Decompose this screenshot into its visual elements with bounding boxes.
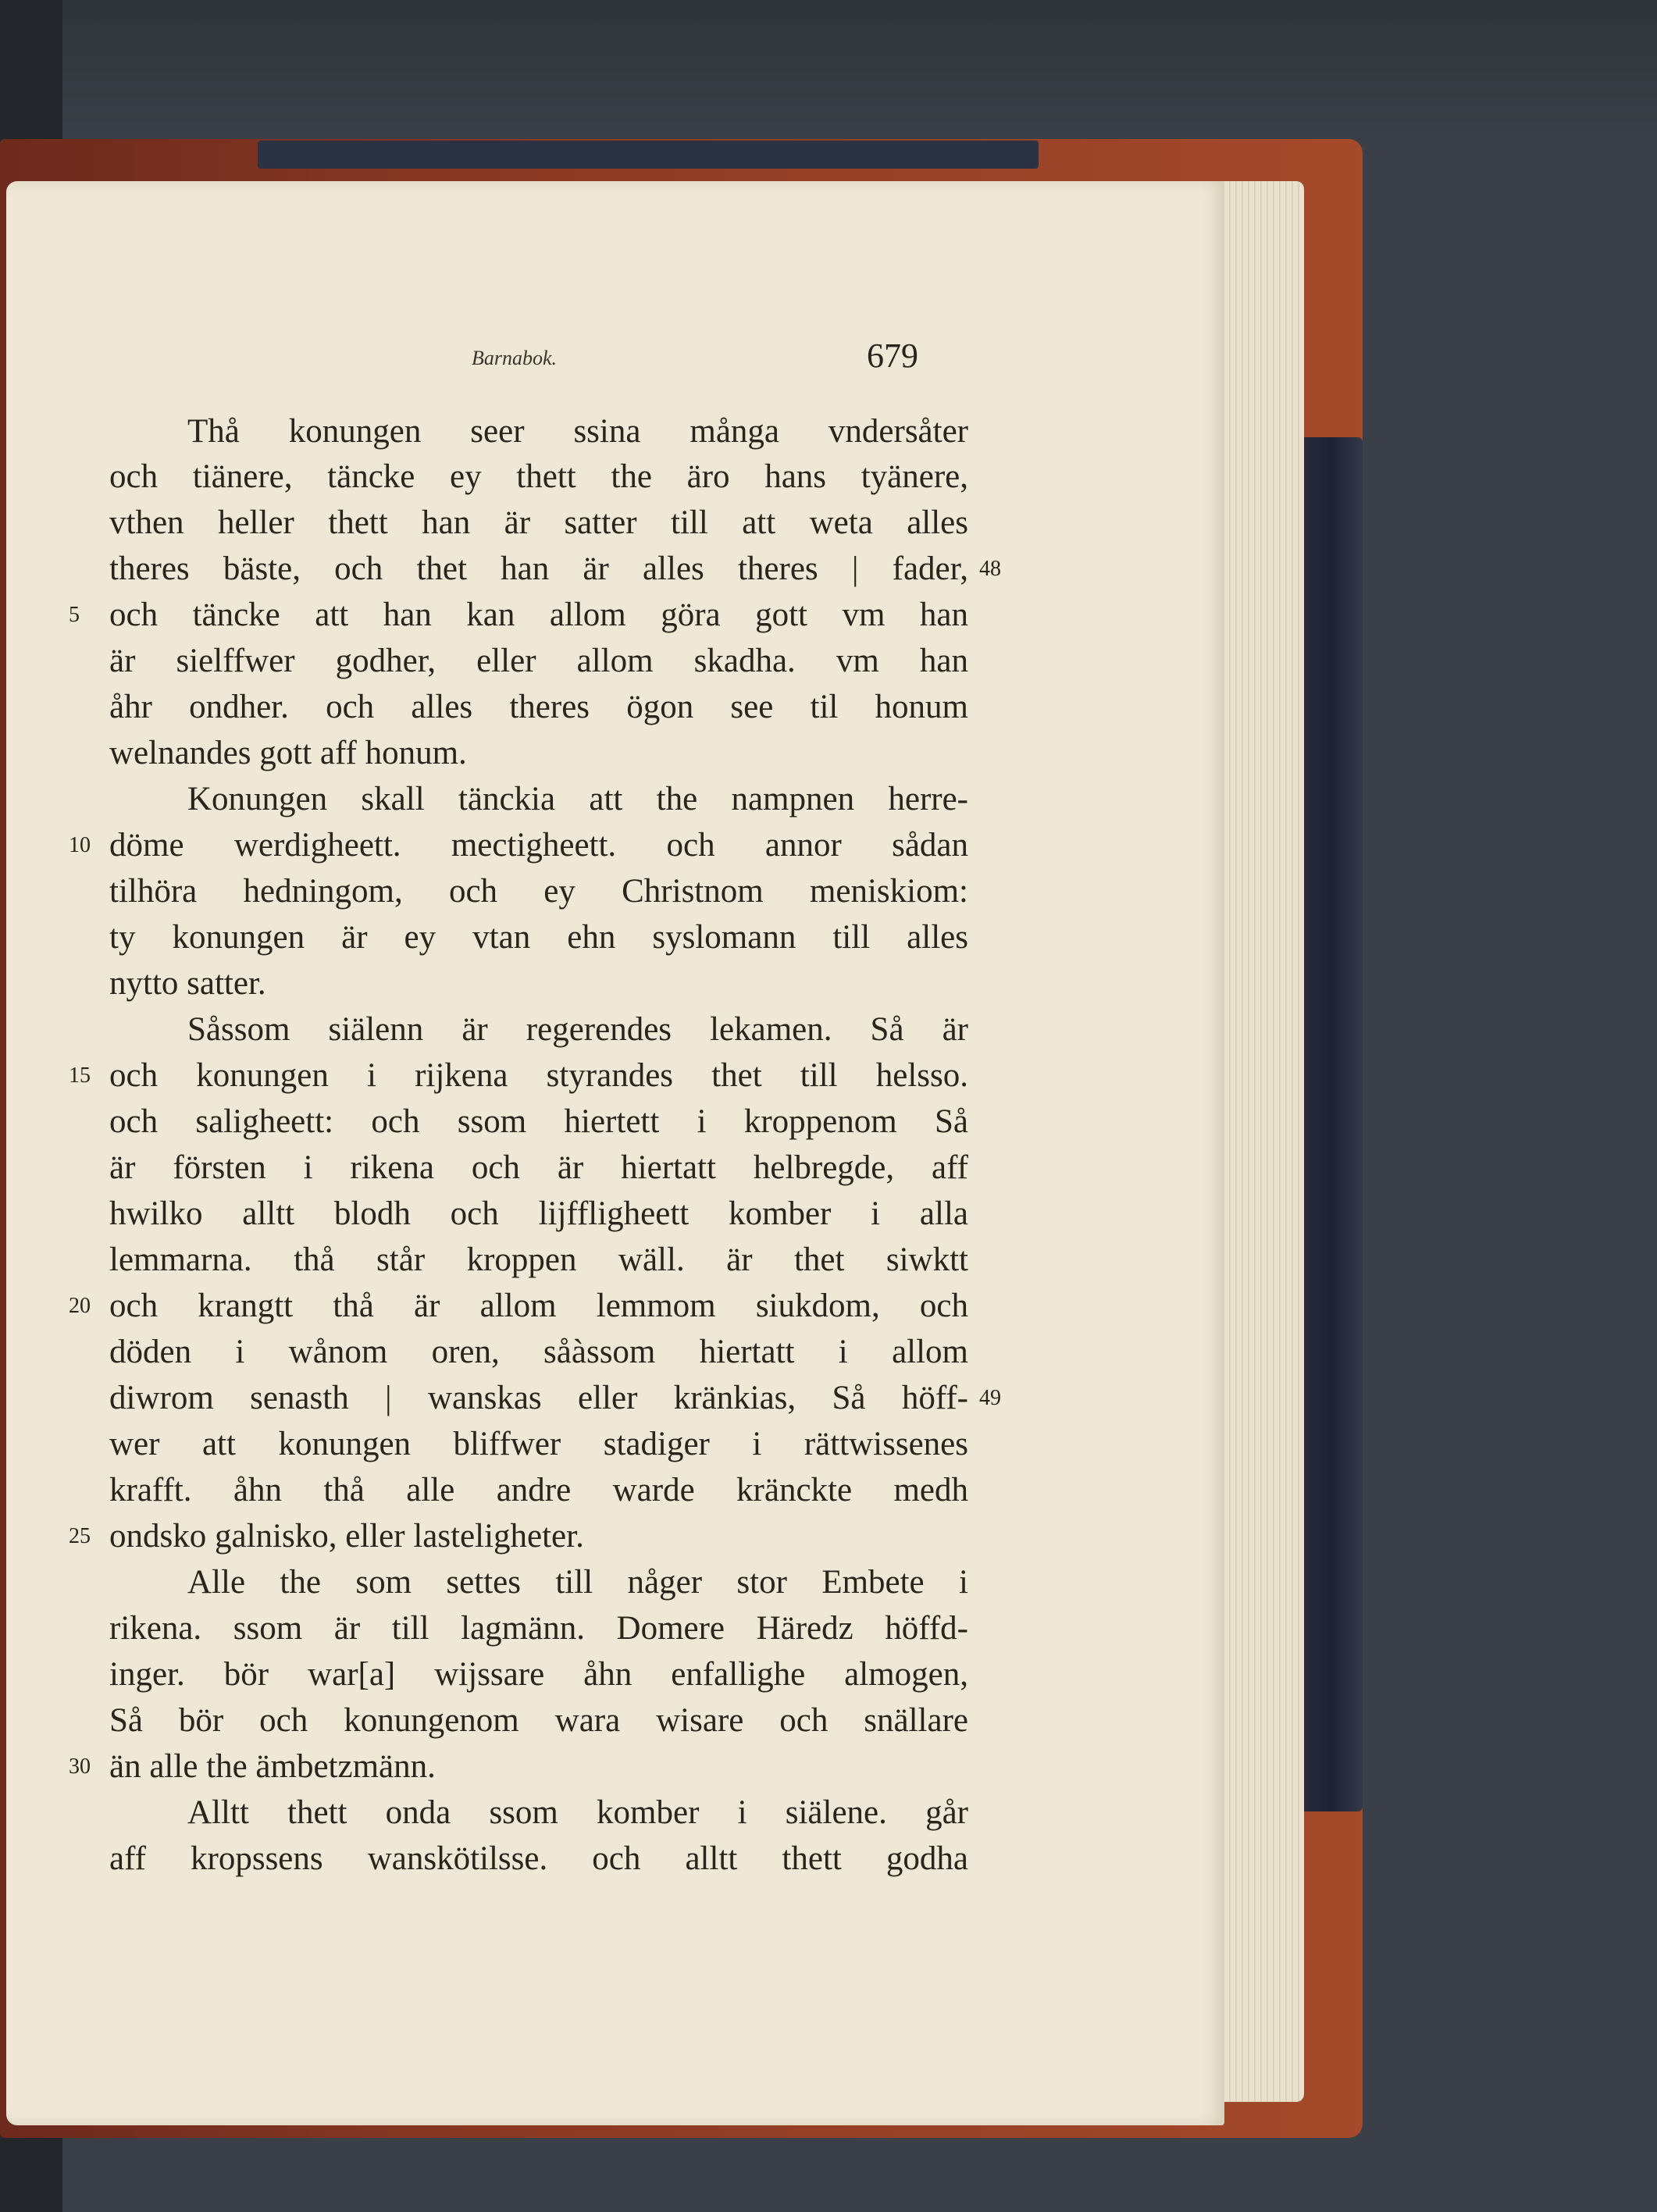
text-line: hwilko alltt blodh och lijffligheett komber i alla xyxy=(109,1195,968,1232)
running-head: Barnabok. xyxy=(472,347,558,369)
text-line: och täncke att han kan allom göra gott vm han xyxy=(109,597,968,633)
line-number: 10 xyxy=(69,833,91,857)
page-number: 679 xyxy=(867,337,918,375)
line-number: 15 xyxy=(69,1063,91,1088)
line-number: 20 xyxy=(69,1294,91,1318)
text-line: vthen heller thett han är satter till att weta alles xyxy=(109,504,968,541)
book-headband xyxy=(258,141,1039,169)
text-line: åhr ondher. och alles theres ögon see til honum xyxy=(109,689,968,725)
book-cover-spine xyxy=(1300,437,1363,1811)
text-line: nytto satter. xyxy=(109,965,266,1002)
text-line: och krangtt thå är allom lemmom siukdom, och xyxy=(109,1288,968,1324)
text-line: krafft. åhn thå alle andre warde kränckte medh xyxy=(109,1472,968,1509)
text-line: lemmarna. thå står kroppen wäll. är thet siwktt xyxy=(109,1241,968,1278)
text-line: Konungen skall tänckia att the nampnen herre- xyxy=(187,781,968,817)
text-line: döme werdigheett. mectigheett. och annor sådan xyxy=(109,827,968,864)
text-line: Alle the som settes till någer stor Embete i xyxy=(187,1564,968,1601)
text-line: ondsko galnisko, eller lasteligheter. xyxy=(109,1518,584,1555)
line-number: 5 xyxy=(69,603,80,627)
text-line: och tiänere, täncke ey thett the äro hans tyänere, xyxy=(109,458,968,495)
text-line: är sielffwer godher, eller allom skadha. vm han xyxy=(109,643,968,679)
text-line: rikena. ssom är till lagmänn. Domere Häredz höffd- xyxy=(109,1610,968,1647)
line-number: 30 xyxy=(69,1754,91,1779)
text-line: aff kropssens wanskötilsse. och alltt thett godha xyxy=(109,1840,968,1877)
page-edges xyxy=(1218,181,1304,2102)
text-line: Thå konungen seer ssina många vndersåter xyxy=(187,413,968,450)
text-line: och konungen i rijkena styrandes thet till helsso. xyxy=(109,1057,968,1094)
text-line: döden i wånom oren, såàssom hiertatt i allom xyxy=(109,1334,968,1370)
text-line: tilhöra hedningom, och ey Christnom meniskiom: xyxy=(109,873,968,910)
line-number: 25 xyxy=(69,1524,91,1548)
text-line: ty konungen är ey vtan ehn syslomann till alles xyxy=(109,919,968,956)
text-line: Alltt thett onda ssom komber i siälene. går xyxy=(187,1794,968,1831)
text-line: Såssom siälenn är regerendes lekamen. Så är xyxy=(187,1011,968,1048)
text-line: och saligheett: och ssom hiertett i kroppenom Så xyxy=(109,1103,968,1140)
text-line: wer att konungen bliffwer stadiger i rättwissenes xyxy=(109,1426,968,1462)
text-line: än alle the ämbetzmänn. xyxy=(109,1748,436,1785)
text-line: är försten i rikena och är hiertatt helbregde, aff xyxy=(109,1149,968,1186)
text-line: diwrom senasth | wanskas eller kränkias, Så höff- xyxy=(109,1380,968,1416)
text-line: inger. bör war[a] wijssare åhn enfallighe almogen, xyxy=(109,1656,968,1693)
margin-number: 48 xyxy=(979,557,1001,581)
text-line: theres bäste, och thet han är alles theres | fader, xyxy=(109,550,968,587)
text-line: Så bör och konungenom wara wisare och snällare xyxy=(109,1702,968,1739)
margin-number: 49 xyxy=(979,1386,1001,1410)
desk-backdrop xyxy=(0,0,1657,141)
text-line: welnandes gott aff honum. xyxy=(109,735,467,771)
